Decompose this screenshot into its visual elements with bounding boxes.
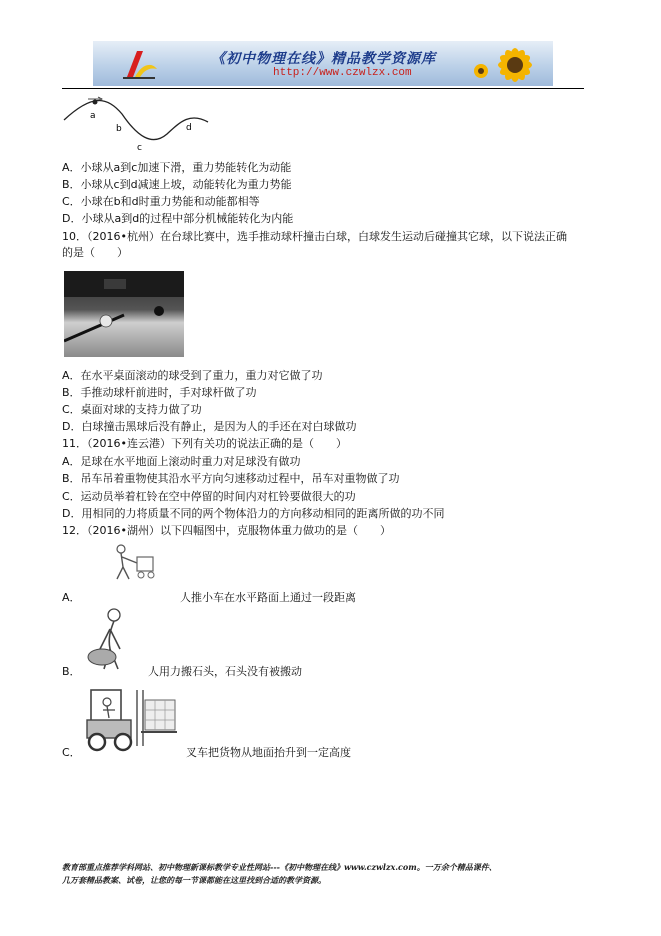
- q10-stem-line2: 的是（ ）: [62, 246, 128, 259]
- q10-option-d: D．白球撞击黑球后没有静止，是因为人的手还在对白球做功: [62, 420, 357, 433]
- q11-stem: 11．（2016•连云港）下列有关功的说法正确的是（ ）: [62, 437, 347, 450]
- q10-option-c: C．桌面对球的支持力做了功: [62, 403, 202, 416]
- forklift-image: [83, 688, 183, 754]
- q12-option-b-letter: B．: [62, 665, 81, 678]
- banner-url: http://www.czwlzx.com: [273, 67, 412, 79]
- footer-line1: 教育部重点推荐学科网站、初中物理新课标教学专业性网站---《初中物理在线》www.czwlzx.com。一万余个精品课件、: [62, 862, 497, 872]
- billiards-photo: [64, 271, 184, 357]
- lift-rock-image: [80, 605, 150, 675]
- q11-option-b: B．吊车吊着重物使其沿水平方向匀速移动过程中，吊车对重物做了功: [62, 472, 400, 485]
- q11-option-d: D．用相同的力将质量不同的两个物体沿力的方向移动相同的距离所做的功不同: [62, 507, 445, 520]
- point-label-b: b: [116, 124, 122, 134]
- q9-option-c: C．小球在b和d时重力势能和动能都相等: [62, 195, 260, 208]
- q12-stem: 12．（2016•湖州）以下四幅图中，克服物体重力做功的是（ ）: [62, 524, 391, 537]
- point-label-c: c: [137, 143, 142, 152]
- push-cart-image: [103, 543, 163, 589]
- site-logo-icon: [119, 47, 159, 81]
- q10-option-a: A．在水平桌面滚动的球受到了重力，重力对它做了功: [62, 369, 323, 382]
- footer-line2: 几万套精品教案、试卷，让您的每一节课都能在这里找到合适的教学资源。: [62, 875, 326, 885]
- q12-option-c-text: 叉车把货物从地面抬升到一定高度: [186, 746, 351, 759]
- q9-option-a: A．小球从a到c加速下滑，重力势能转化为动能: [62, 161, 292, 174]
- footer: [62, 861, 602, 887]
- q9-option-b: B．小球从c到d减速上坡，动能转化为重力势能: [62, 178, 292, 191]
- q11-option-a: A．足球在水平地面上滚动时重力对足球没有做功: [62, 455, 301, 468]
- q10-option-b: B．手推动球杆前进时，手对球杆做了功: [62, 386, 257, 399]
- q12-option-b-text: 人用力搬石头，石头没有被搬动: [148, 665, 302, 678]
- header-banner: [93, 41, 553, 86]
- q12-option-c-letter: C．: [62, 746, 81, 759]
- sunflower-icon: [471, 41, 553, 86]
- q11-option-c: C．运动员举着杠铃在空中停留的时间内对杠铃要做很大的功: [62, 490, 356, 503]
- q9-option-d: D．小球从a到d的过程中部分机械能转化为内能: [62, 212, 294, 225]
- q12-option-a-text: 人推小车在水平路面上通过一段距离: [180, 591, 356, 604]
- q12-option-a-letter: A．: [62, 591, 81, 604]
- header-rule: [62, 88, 584, 89]
- q10-stem-line1: 10．（2016•杭州）在台球比赛中，选手推动球杆撞击白球，白球发生运动后碰撞其它球，以下说法正确: [62, 230, 567, 243]
- point-label-d: d: [186, 123, 192, 133]
- track-figure: [62, 92, 212, 152]
- point-label-a: a: [90, 111, 96, 121]
- banner-title: 《初中物理在线》精品教学资源库: [211, 51, 436, 67]
